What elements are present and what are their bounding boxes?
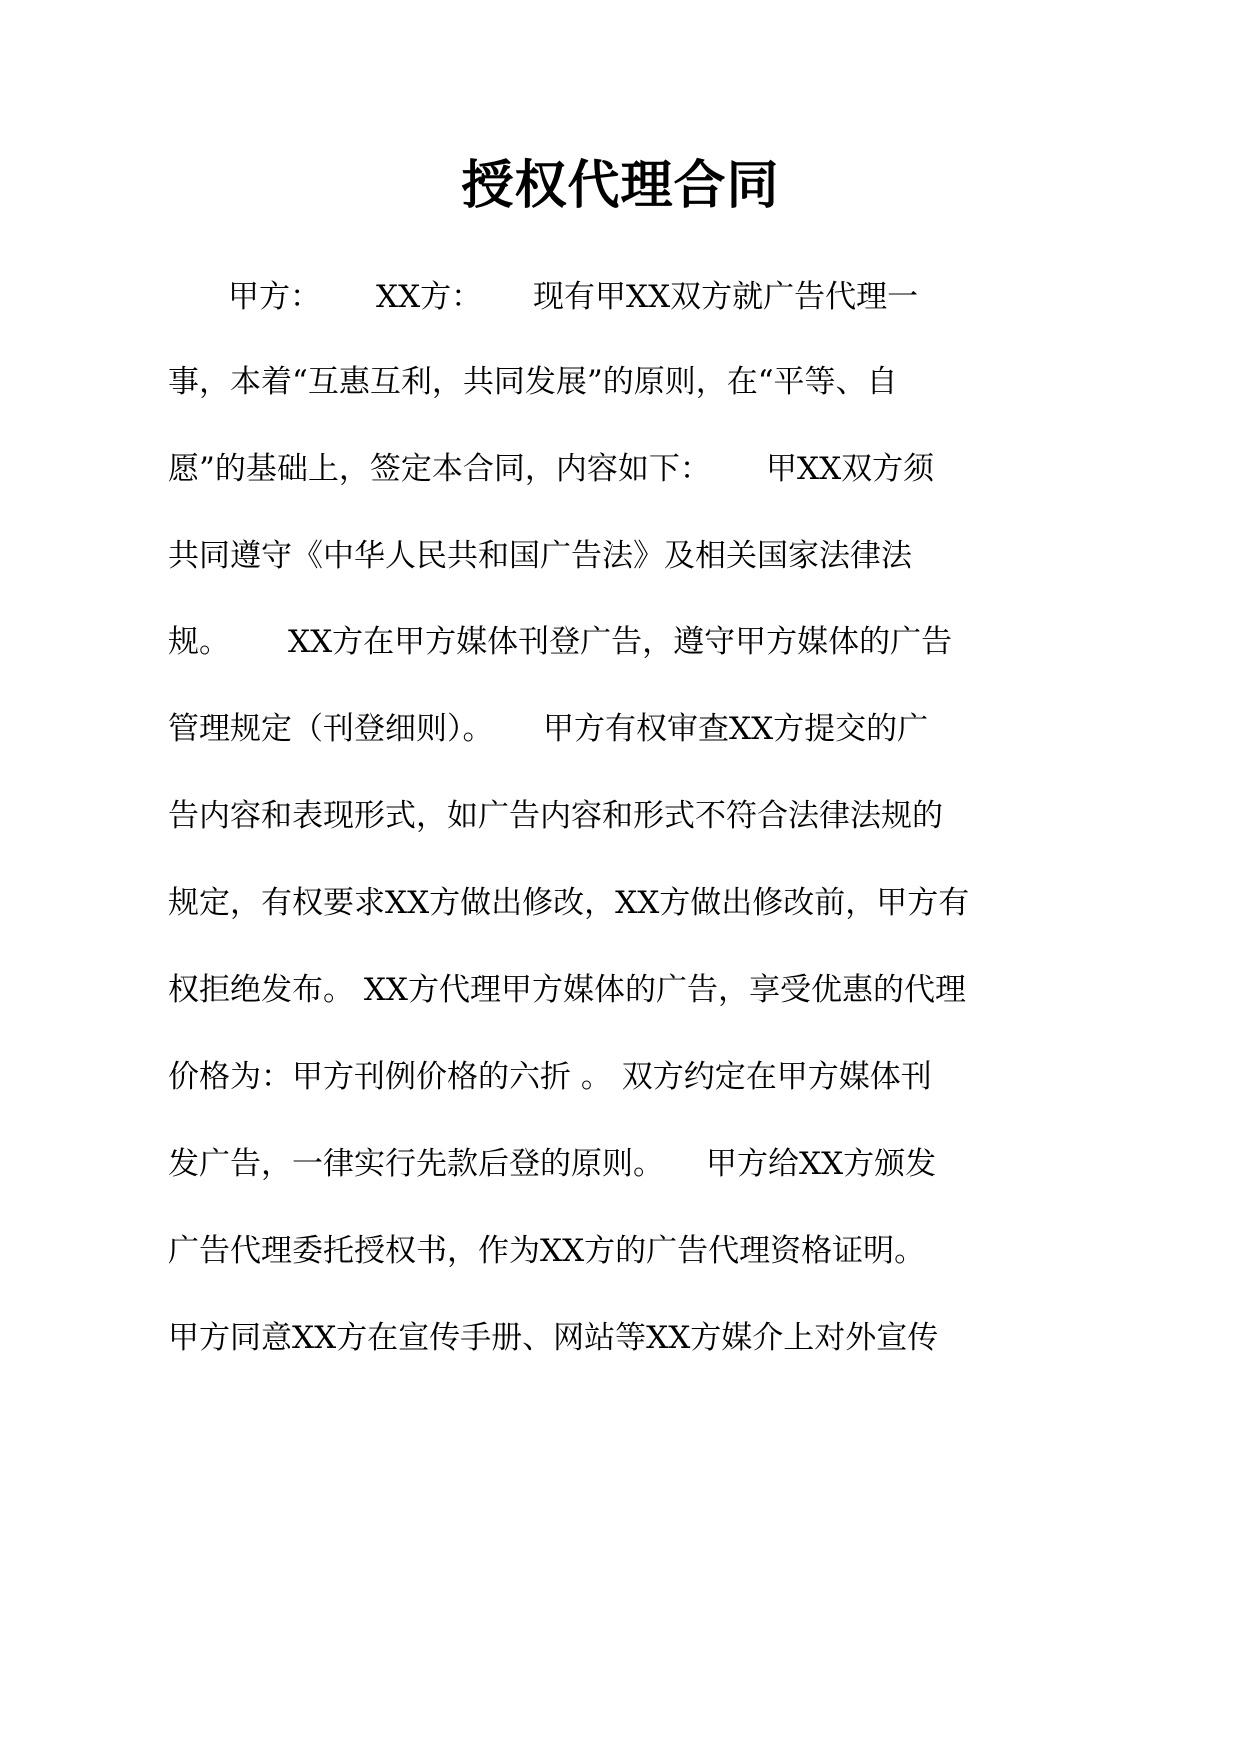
body-text: 甲方给XX方颁发: [706, 1146, 937, 1182]
body-text: 价格为：甲方刊例价格的六折 。 双方约定在甲方媒体刊: [168, 1059, 932, 1095]
document-title: 授权代理合同: [461, 156, 780, 216]
body-text: 规。: [168, 624, 230, 660]
body-text: 权拒绝发布。 XX方代理甲方媒体的广告，享受优惠的代理: [168, 972, 966, 1008]
body-text: 共同遵守《中华人民共和国广告法》及相关国家法律法: [168, 538, 912, 574]
body-line-3: [0, 439, 1241, 499]
body-text: 发广告，一律实行先款后登的原则。: [168, 1146, 664, 1182]
party-a-label: 甲方：: [228, 279, 321, 315]
body-line-5: [0, 612, 1241, 672]
body-text: XX方在甲方媒体刊登广告，遵守甲方媒体的广告: [288, 624, 953, 660]
body-text: 甲方有权审查XX方提交的广: [543, 711, 929, 747]
body-line-1: [0, 267, 1241, 327]
body-text: 甲方同意XX方在宣传手册、网站等XX方媒介上对外宣传: [168, 1320, 939, 1356]
body-text: 管理规定（刊登细则）。: [168, 711, 494, 747]
body-line-10: [0, 1047, 1241, 1107]
body-line-11: [0, 1134, 1241, 1194]
body-line-2: [0, 352, 1241, 412]
party-b-label: XX方：: [376, 279, 483, 315]
body-line-6: [0, 699, 1241, 759]
body-line-12: [0, 1221, 1241, 1281]
body-text: 愿”的基础上，签定本合同，内容如下：: [168, 451, 711, 487]
body-line-4: [0, 526, 1241, 586]
body-line-13: [0, 1308, 1241, 1368]
body-text: 广告代理委托授权书，作为XX方的广告代理资格证明。: [168, 1233, 926, 1269]
body-text: 事，本着“互惠互利，共同发展”的原则，在“平等、自: [168, 364, 898, 400]
body-line-9: [0, 960, 1241, 1020]
body-line-7: [0, 786, 1241, 846]
body-text: 现有甲XX双方就广告代理一: [533, 279, 919, 315]
body-text: 告内容和表现形式，如广告内容和形式不符合法律法规的: [168, 798, 943, 834]
body-line-8: [0, 873, 1241, 933]
body-text: 规定，有权要求XX方做出修改，XX方做出修改前，甲方有: [168, 885, 970, 921]
body-text: 甲XX双方须: [766, 451, 935, 487]
